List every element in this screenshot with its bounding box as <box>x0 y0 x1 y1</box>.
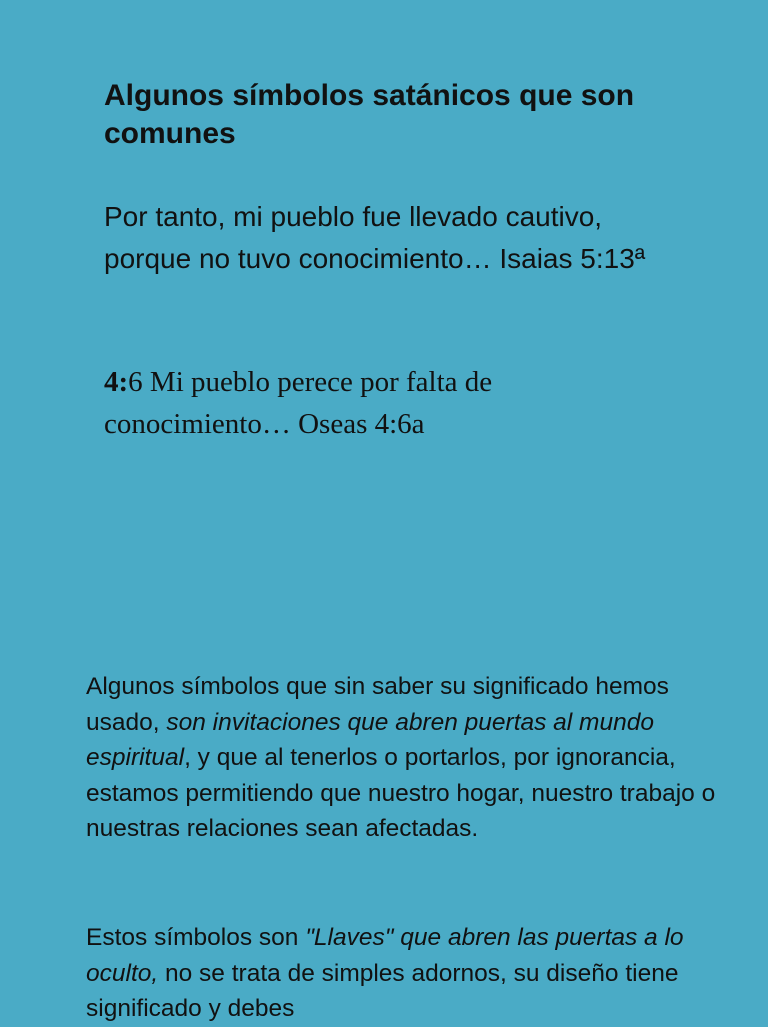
verse-isaias: Por tanto, mi pueblo fue llevado cautivo, porque no tuvo conocimiento… Isaias 5:13ª <box>104 201 646 274</box>
verse-number: 4: <box>104 366 129 398</box>
paragraph-1-text-a: Algunos símbolos que sin saber su significado hemos usado, <box>86 673 669 736</box>
verse-oseas <box>104 361 664 445</box>
paragraph-2-italic: "Llaves" que abren las puertas a lo oculto, <box>86 924 684 987</box>
paragraph-symbols-keys <box>86 920 726 1027</box>
slide-title: Algunos símbolos satánicos que son comunes <box>104 79 635 150</box>
paragraph-2-text-a: Estos símbolos son <box>86 924 306 951</box>
paragraph-2-text-b: no se trata de simples adornos, su diseño tiene significado y debes <box>86 959 679 1022</box>
paragraph-symbols-intro <box>86 669 726 847</box>
slide-bottom <box>0 640 768 1024</box>
paragraph-1-text-b: , y que al tenerlos o portarlos, por ignorancia, estamos permitiendo que nuestro hogar, nuestro trabajo o nuestras relaciones sean afectadas. <box>86 744 716 842</box>
verse-oseas-text: 6 Mi pueblo perece por falta de conocimiento… Oseas 4:6a <box>104 366 493 440</box>
paragraph-1-italic: son invitaciones que abren puertas al mundo espiritual <box>86 708 654 771</box>
